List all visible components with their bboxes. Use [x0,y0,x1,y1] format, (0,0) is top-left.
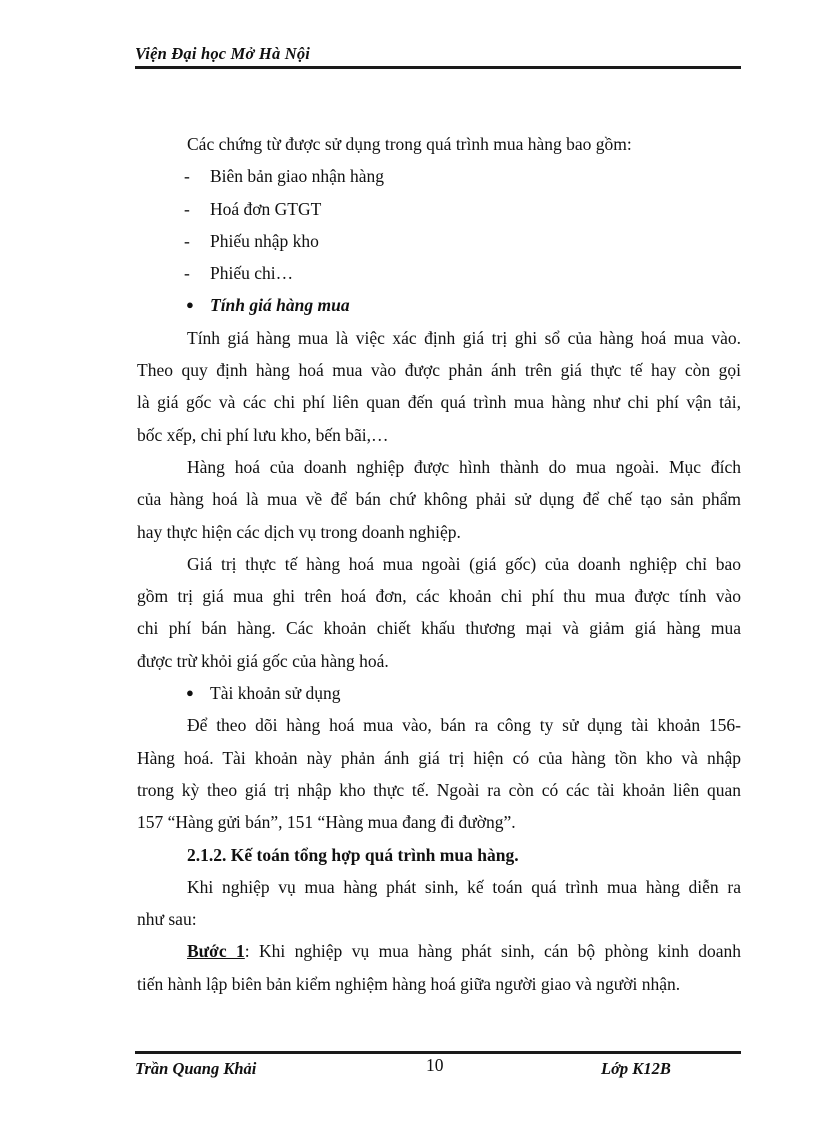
footer-author: Trần Quang Khải [135,1059,257,1078]
document-list-item-label: Phiếu chi… [210,263,294,284]
paragraph-line: Khi nghiệp vụ mua hàng phát sinh, kế toán quá trình mua hàng diễn ra [187,876,741,897]
page-footer [135,1051,741,1084]
paragraph-line: gồm trị giá mua ghi trên hoá đơn, các khoản chi phí thu mua được tính vào [137,586,741,607]
section-heading-text: Tài khoản sử dụng [210,683,341,704]
document-list-item [137,225,741,257]
paragraph-line: Theo quy định hàng hoá mua vào được phản ánh trên giá thực tế hay còn gọi [137,360,741,381]
paragraph-line: là giá gốc và các chi phí liên quan đến quá trình mua hàng như chi phí vận tải, [137,392,741,413]
document-list-item [137,257,741,289]
bullet-icon: ● [186,685,194,701]
document-list-item [137,193,741,225]
document-list-item [137,160,741,192]
paragraph-line: hay thực hiện các dịch vụ trong doanh nghiệp. [137,521,461,542]
paragraph-line: chi phí bán hàng. Các khoản chiết khấu thương mại và giảm giá hàng mua [137,618,741,639]
step1-label: Bước 1 [187,941,245,962]
paragraph-line: trong kỳ theo giá trị nhập kho thực tế. Ngoài ra còn có các tài khoản liên quan [137,779,741,800]
paragraph-line: tiến hành lập biên bản kiểm nghiệm hàng hoá giữa người giao và người nhận. [137,973,681,994]
page-header [135,44,741,69]
footer-class: Lớp K12B [601,1059,671,1078]
subsection-heading: 2.1.2. Kế toán tổng hợp quá trình mua hàng. [187,844,519,865]
dash-marker: - [184,166,190,187]
paragraph-line: được trừ khỏi giá gốc của hàng hoá. [137,650,389,671]
step1-text: : Khi nghiệp vụ mua hàng phát sinh, cán bộ phòng kinh doanh [244,941,741,962]
dash-marker: - [184,230,190,251]
step1-line [137,935,741,967]
paragraph-line: như sau: [137,909,197,930]
section-heading-accounts [137,677,741,709]
paragraph-line: bốc xếp, chi phí lưu kho, bến bãi,… [137,424,389,445]
paragraph-line: Tính giá hàng mua là việc xác định giá trị ghi sổ của hàng hoá mua vào. [187,327,741,348]
document-list-item-label: Phiếu nhập kho [210,230,319,251]
paragraph-line: Giá trị thực tế hàng hoá mua ngoài (giá gốc) của doanh nghiệp chỉ bao [187,553,741,574]
document-list-item-label: Biên bản giao nhận hàng [210,166,384,187]
intro-line: Các chứng từ được sử dụng trong quá trình mua hàng bao gồm: [187,134,632,154]
section-heading-text: Tính giá hàng mua [210,295,350,316]
paragraph-line: Hàng hoá của doanh nghiệp được hình thành do mua ngoài. Mục đích [187,456,741,477]
document-body [137,128,741,1000]
document-list-item-label: Hoá đơn GTGT [210,198,322,219]
section-heading-pricing [137,289,741,321]
bullet-icon: ● [186,297,194,313]
paragraph-line: 157 “Hàng gửi bán”, 151 “Hàng mua đang đi đường”. [137,812,516,833]
dash-marker: - [184,198,190,219]
dash-marker: - [184,263,190,284]
paragraph-line: Để theo dõi hàng hoá mua vào, bán ra công ty sử dụng tài khoản 156- [187,715,741,736]
page-number: 10 [426,1055,444,1075]
header-title: Viện Đại học Mở Hà Nội [135,44,311,63]
paragraph-line: Hàng hoá. Tài khoản này phản ánh giá trị hiện có của hàng tồn kho và nhập [137,747,741,768]
paragraph-line: của hàng hoá là mua về để bán chứ không phải sử dụng để chế tạo sản phẩm [137,489,741,510]
